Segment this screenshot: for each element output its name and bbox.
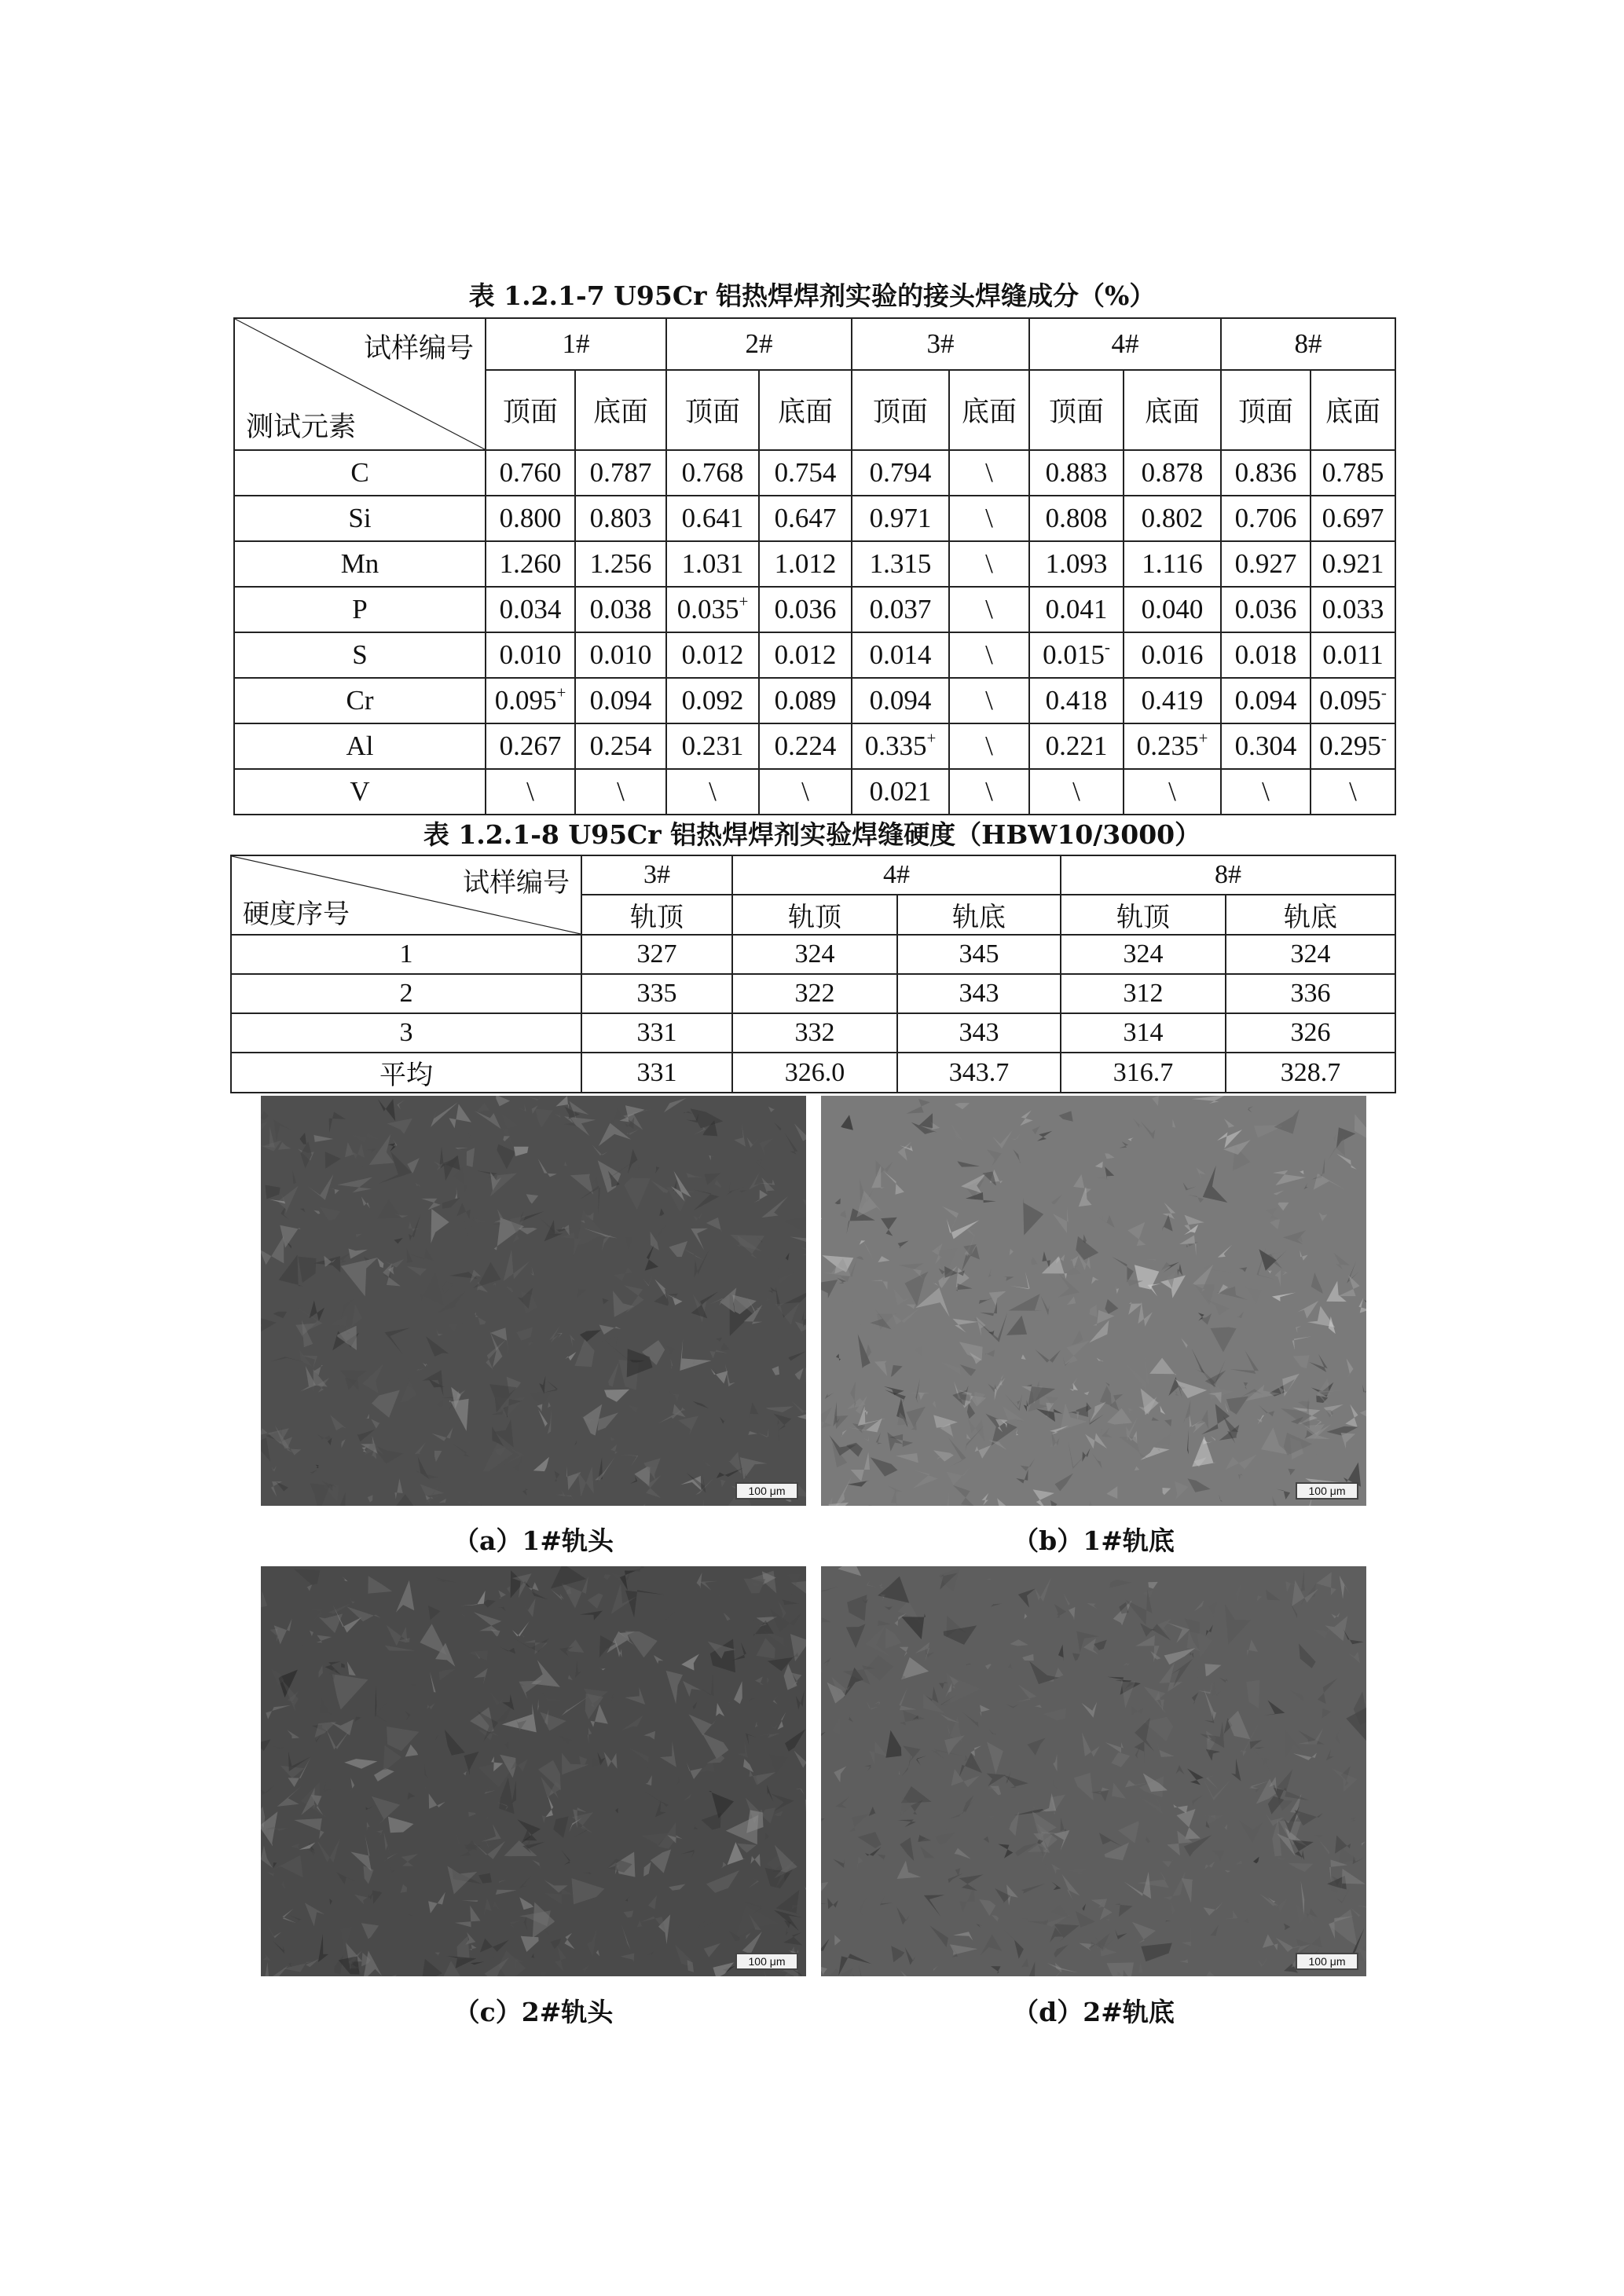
microstructure-texture xyxy=(821,1096,1366,1506)
cell-value: 0.038 xyxy=(589,594,652,624)
composition-cell xyxy=(666,450,759,496)
cell-value: \ xyxy=(526,776,534,807)
scale-bar: 100 μm xyxy=(1296,1482,1358,1500)
table-row xyxy=(234,496,1395,541)
cell-value: 0.921 xyxy=(1322,548,1384,579)
cell-value: 0.012 xyxy=(681,639,744,670)
table-row xyxy=(234,632,1395,678)
composition-cell xyxy=(575,541,666,587)
sample-header: 2# xyxy=(666,318,852,370)
cell-value: 0.010 xyxy=(499,639,562,670)
element-label: Al xyxy=(234,723,486,769)
composition-cell xyxy=(486,450,575,496)
hardness-table-body xyxy=(231,935,1395,1093)
table-row xyxy=(234,587,1395,632)
cell-value: 0.034 xyxy=(499,594,562,624)
composition-cell xyxy=(1221,587,1311,632)
composition-table-body xyxy=(234,450,1395,815)
deviation-mark: + xyxy=(739,591,749,611)
hardness-cell: 314 xyxy=(1061,1013,1226,1053)
composition-cell xyxy=(486,769,575,815)
composition-cell xyxy=(1029,587,1124,632)
cell-value: \ xyxy=(1168,776,1176,807)
cell-value: \ xyxy=(985,731,993,761)
composition-cell xyxy=(1029,496,1124,541)
composition-cell xyxy=(759,723,852,769)
sample-header: 3# xyxy=(852,318,1029,370)
hardness-cell: 322 xyxy=(732,974,897,1013)
microstructure-texture xyxy=(261,1096,806,1506)
cell-value: 0.808 xyxy=(1045,503,1108,533)
cell-value: 0.794 xyxy=(869,457,932,488)
hardness-cell: 343.7 xyxy=(897,1053,1061,1093)
hardness-cell: 335 xyxy=(581,974,732,1013)
figure-caption-b: （b）1#轨底 xyxy=(1013,1525,1175,1556)
composition-cell xyxy=(759,496,852,541)
cell-value: \ xyxy=(1262,776,1270,807)
cell-value: 0.800 xyxy=(499,503,562,533)
composition-cell xyxy=(1311,496,1395,541)
cell-value: 0.021 xyxy=(869,776,932,807)
table-row xyxy=(234,678,1395,723)
composition-cell xyxy=(1029,632,1124,678)
table-row xyxy=(231,935,1395,974)
cell-value: 0.706 xyxy=(1234,503,1297,533)
composition-cell xyxy=(1221,723,1311,769)
composition-cell xyxy=(666,678,759,723)
position-header: 轨顶 xyxy=(581,895,732,935)
composition-cell xyxy=(759,587,852,632)
table1-corner-cell xyxy=(234,318,486,450)
composition-cell xyxy=(1029,678,1124,723)
cell-value: \ xyxy=(617,776,625,807)
composition-cell xyxy=(1221,678,1311,723)
composition-cell xyxy=(852,632,949,678)
sample-header: 8# xyxy=(1061,855,1395,895)
figure-caption-c: （c）2#轨头 xyxy=(453,1997,614,2027)
hardness-index-label: 平均 xyxy=(231,1053,581,1093)
hardness-cell: 328.7 xyxy=(1226,1053,1395,1093)
cell-value: 0.641 xyxy=(681,503,744,533)
composition-table xyxy=(233,317,1396,815)
cell-value: 0.095 xyxy=(494,685,557,716)
cell-value: 0.015 xyxy=(1043,639,1105,670)
cell-value: 0.927 xyxy=(1234,548,1297,579)
composition-cell xyxy=(949,678,1029,723)
sample-header: 1# xyxy=(486,318,666,370)
micrograph-a xyxy=(261,1096,806,1506)
hardness-index-label: 1 xyxy=(231,935,581,974)
deviation-mark: + xyxy=(926,728,937,748)
composition-cell xyxy=(575,632,666,678)
composition-cell xyxy=(1124,450,1221,496)
deviation-mark: + xyxy=(556,683,566,702)
table-row xyxy=(231,974,1395,1013)
face-header: 顶面 xyxy=(486,370,575,450)
cell-value: \ xyxy=(985,594,993,624)
element-label: C xyxy=(234,450,486,496)
sample-header: 4# xyxy=(732,855,1061,895)
deviation-mark: - xyxy=(1380,728,1387,748)
composition-cell xyxy=(949,632,1029,678)
composition-cell xyxy=(1029,723,1124,769)
hardness-cell: 332 xyxy=(732,1013,897,1053)
cell-value: 0.018 xyxy=(1234,639,1297,670)
cell-value: 0.089 xyxy=(774,685,837,716)
hardness-cell: 326.0 xyxy=(732,1053,897,1093)
sample-header: 3# xyxy=(581,855,732,895)
cell-value: 0.095 xyxy=(1319,685,1381,716)
composition-cell xyxy=(486,541,575,587)
hardness-index-label: 3 xyxy=(231,1013,581,1053)
cell-value: 0.010 xyxy=(589,639,652,670)
cell-value: \ xyxy=(709,776,717,807)
cell-value: \ xyxy=(985,548,993,579)
hardness-cell: 343 xyxy=(897,1013,1061,1053)
composition-cell xyxy=(1124,632,1221,678)
face-header: 顶面 xyxy=(1221,370,1311,450)
cell-value: \ xyxy=(985,639,993,670)
scale-bar: 100 μm xyxy=(1296,1953,1358,1970)
composition-cell xyxy=(1124,587,1221,632)
cell-value: 0.016 xyxy=(1141,639,1204,670)
face-header: 顶面 xyxy=(1029,370,1124,450)
composition-cell xyxy=(852,769,949,815)
table1-corner-top: 试样编号 xyxy=(363,333,474,364)
hardness-cell: 343 xyxy=(897,974,1061,1013)
cell-value: 1.260 xyxy=(499,548,562,579)
face-header: 底面 xyxy=(759,370,852,450)
table2-corner-bottom: 硬度序号 xyxy=(243,900,350,929)
cell-value: 1.031 xyxy=(681,548,744,579)
cell-value: 0.012 xyxy=(774,639,837,670)
cell-value: 0.041 xyxy=(1045,594,1108,624)
cell-value: \ xyxy=(985,685,993,716)
table-row xyxy=(234,541,1395,587)
hardness-cell: 345 xyxy=(897,935,1061,974)
composition-cell xyxy=(1311,632,1395,678)
composition-cell xyxy=(575,496,666,541)
cell-value: 0.335 xyxy=(864,731,927,761)
composition-cell xyxy=(1311,769,1395,815)
face-header: 底面 xyxy=(1124,370,1221,450)
cell-value: 0.760 xyxy=(499,457,562,488)
element-label: V xyxy=(234,769,486,815)
table-row xyxy=(234,769,1395,815)
composition-cell xyxy=(666,632,759,678)
microstructure-texture xyxy=(261,1566,806,1976)
composition-cell xyxy=(575,723,666,769)
table1-corner-bottom: 测试元素 xyxy=(246,412,357,442)
cell-value: 0.035 xyxy=(676,594,739,624)
cell-value: 0.231 xyxy=(681,731,744,761)
scale-bar: 100 μm xyxy=(735,1953,798,1970)
composition-cell xyxy=(1029,450,1124,496)
cell-value: 0.011 xyxy=(1322,639,1384,670)
composition-cell xyxy=(666,587,759,632)
cell-value: 1.012 xyxy=(774,548,837,579)
composition-cell xyxy=(486,587,575,632)
cell-value: 0.224 xyxy=(774,731,837,761)
table2-corner-top: 试样编号 xyxy=(463,869,570,898)
cell-value: 0.785 xyxy=(1322,457,1384,488)
position-header: 轨顶 xyxy=(732,895,897,935)
cell-value: 0.037 xyxy=(869,594,932,624)
element-label: Si xyxy=(234,496,486,541)
cell-value: 0.094 xyxy=(589,685,652,716)
cell-value: 0.036 xyxy=(774,594,837,624)
element-label: S xyxy=(234,632,486,678)
composition-cell xyxy=(666,723,759,769)
composition-cell xyxy=(575,678,666,723)
hardness-cell: 324 xyxy=(732,935,897,974)
cell-value: 0.040 xyxy=(1141,594,1204,624)
deviation-mark: - xyxy=(1380,683,1387,702)
composition-cell xyxy=(1221,496,1311,541)
scale-bar: 100 μm xyxy=(735,1482,798,1500)
composition-cell xyxy=(666,769,759,815)
cell-value: 0.304 xyxy=(1234,731,1297,761)
cell-value: \ xyxy=(985,457,993,488)
table-row xyxy=(231,1013,1395,1053)
cell-value: 0.419 xyxy=(1141,685,1204,716)
face-header: 底面 xyxy=(575,370,666,450)
figure-caption-a: （a）1#轨头 xyxy=(453,1525,614,1556)
hardness-cell: 316.7 xyxy=(1061,1053,1226,1093)
composition-cell xyxy=(1029,541,1124,587)
hardness-index-label: 2 xyxy=(231,974,581,1013)
cell-value: 0.418 xyxy=(1045,685,1108,716)
composition-cell xyxy=(852,496,949,541)
cell-value: 0.092 xyxy=(681,685,744,716)
composition-cell xyxy=(1311,723,1395,769)
cell-value: 0.036 xyxy=(1234,594,1297,624)
composition-cell xyxy=(949,541,1029,587)
composition-cell xyxy=(575,769,666,815)
cell-value: 0.235 xyxy=(1136,731,1199,761)
hardness-cell: 327 xyxy=(581,935,732,974)
face-header: 底面 xyxy=(949,370,1029,450)
composition-cell xyxy=(759,678,852,723)
composition-cell xyxy=(575,587,666,632)
composition-cell xyxy=(1311,541,1395,587)
table2-caption: 表 1.2.1-8 U95Cr 铝热焊焊剂实验焊缝硬度（HBW10/3000） xyxy=(423,819,1201,850)
cell-value: 0.802 xyxy=(1141,503,1204,533)
composition-cell xyxy=(486,678,575,723)
element-label: P xyxy=(234,587,486,632)
composition-cell xyxy=(759,541,852,587)
cell-value: 0.094 xyxy=(869,685,932,716)
composition-cell xyxy=(852,678,949,723)
sample-header: 8# xyxy=(1221,318,1395,370)
composition-cell xyxy=(852,541,949,587)
composition-cell xyxy=(1124,769,1221,815)
cell-value: 1.256 xyxy=(589,548,652,579)
micrograph-d xyxy=(821,1566,1366,1976)
hardness-table xyxy=(230,855,1396,1093)
table-row xyxy=(231,1053,1395,1093)
sample-header: 4# xyxy=(1029,318,1221,370)
composition-cell xyxy=(1221,769,1311,815)
composition-cell xyxy=(852,450,949,496)
composition-cell xyxy=(486,496,575,541)
cell-value: 1.093 xyxy=(1045,548,1108,579)
cell-value: 0.254 xyxy=(589,731,652,761)
table2-corner-cell xyxy=(231,855,581,935)
cell-value: 1.116 xyxy=(1142,548,1203,579)
cell-value: 1.315 xyxy=(869,548,932,579)
composition-cell xyxy=(486,723,575,769)
micrograph-b xyxy=(821,1096,1366,1506)
face-header: 顶面 xyxy=(666,370,759,450)
composition-cell xyxy=(1124,496,1221,541)
position-header: 轨底 xyxy=(1226,895,1395,935)
cell-value: 0.754 xyxy=(774,457,837,488)
cell-value: 0.803 xyxy=(589,503,652,533)
cell-value: 0.971 xyxy=(869,503,932,533)
table1-caption: 表 1.2.1-7 U95Cr 铝热焊焊剂实验的接头焊缝成分（%） xyxy=(468,280,1156,311)
micrograph-c xyxy=(261,1566,806,1976)
composition-cell xyxy=(1124,723,1221,769)
hardness-cell: 331 xyxy=(581,1013,732,1053)
cell-value: 0.033 xyxy=(1322,594,1384,624)
cell-value: 0.878 xyxy=(1141,457,1204,488)
composition-cell xyxy=(949,723,1029,769)
face-header: 底面 xyxy=(1311,370,1395,450)
composition-cell xyxy=(1029,769,1124,815)
composition-cell xyxy=(759,450,852,496)
hardness-cell: 324 xyxy=(1226,935,1395,974)
cell-value: 0.647 xyxy=(774,503,837,533)
cell-value: 0.295 xyxy=(1319,731,1381,761)
composition-cell xyxy=(949,496,1029,541)
deviation-mark: - xyxy=(1104,637,1110,657)
cell-value: 0.883 xyxy=(1045,457,1108,488)
composition-cell xyxy=(1311,587,1395,632)
cell-value: 0.267 xyxy=(499,731,562,761)
cell-value: 0.094 xyxy=(1234,685,1297,716)
composition-cell xyxy=(666,541,759,587)
composition-cell xyxy=(1124,678,1221,723)
hardness-cell: 336 xyxy=(1226,974,1395,1013)
figure-caption-d: （d）2#轨底 xyxy=(1013,1997,1175,2027)
composition-cell xyxy=(759,632,852,678)
composition-cell xyxy=(666,496,759,541)
composition-cell xyxy=(1311,678,1395,723)
microstructure-texture xyxy=(821,1566,1366,1976)
deviation-mark: + xyxy=(1198,728,1208,748)
cell-value: \ xyxy=(1349,776,1357,807)
position-header: 轨顶 xyxy=(1061,895,1226,935)
composition-cell xyxy=(1124,541,1221,587)
composition-cell xyxy=(575,450,666,496)
cell-value: 0.768 xyxy=(681,457,744,488)
position-header: 轨底 xyxy=(897,895,1061,935)
composition-cell xyxy=(949,769,1029,815)
cell-value: \ xyxy=(801,776,809,807)
composition-cell xyxy=(949,587,1029,632)
element-label: Cr xyxy=(234,678,486,723)
composition-cell xyxy=(1311,450,1395,496)
face-header: 顶面 xyxy=(852,370,949,450)
hardness-cell: 326 xyxy=(1226,1013,1395,1053)
cell-value: \ xyxy=(985,776,993,807)
element-label: Mn xyxy=(234,541,486,587)
cell-value: \ xyxy=(1072,776,1080,807)
composition-cell xyxy=(1221,632,1311,678)
hardness-cell: 331 xyxy=(581,1053,732,1093)
composition-cell xyxy=(759,769,852,815)
cell-value: 0.014 xyxy=(869,639,932,670)
cell-value: 0.697 xyxy=(1322,503,1384,533)
cell-value: 0.221 xyxy=(1045,731,1108,761)
table-row xyxy=(234,450,1395,496)
composition-cell xyxy=(486,632,575,678)
hardness-cell: 324 xyxy=(1061,935,1226,974)
composition-cell xyxy=(852,587,949,632)
composition-cell xyxy=(852,723,949,769)
cell-value: 0.836 xyxy=(1234,457,1297,488)
hardness-cell: 312 xyxy=(1061,974,1226,1013)
composition-cell xyxy=(1221,541,1311,587)
composition-cell xyxy=(1221,450,1311,496)
composition-cell xyxy=(949,450,1029,496)
cell-value: 0.787 xyxy=(589,457,652,488)
cell-value: \ xyxy=(985,503,993,533)
table-row xyxy=(234,723,1395,769)
